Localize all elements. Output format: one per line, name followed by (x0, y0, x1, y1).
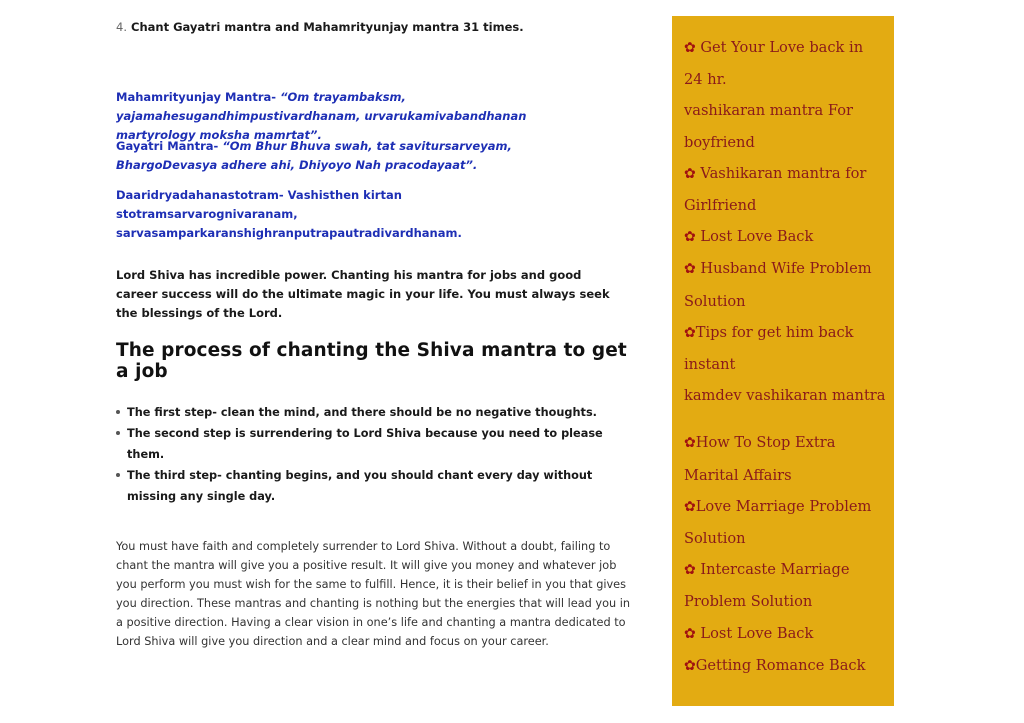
sidebar-link[interactable] (684, 221, 886, 253)
flower-icon: ✿ (684, 562, 696, 579)
sidebar-link-label: Lost Love Back (695, 228, 814, 246)
sidebar-link-label: Vashikaran mantra for Girlfriend (684, 164, 867, 215)
flower-icon: ✿ (684, 229, 696, 246)
sidebar-link[interactable] (684, 32, 886, 95)
list-item: The third step- chanting begins, and you should chant every day without missing any single day. (127, 465, 627, 507)
sidebar-links-panel (672, 16, 894, 706)
sidebar-link-label: How To Stop Extra Marital Affairs (684, 434, 836, 484)
sidebar-link[interactable] (684, 650, 886, 682)
sidebar-link-label: vashikaran mantra For boyfriend (684, 102, 853, 151)
sidebar-link-label: Get Your Love back in 24 hr. (684, 39, 864, 89)
sidebar-link[interactable] (684, 618, 886, 650)
step-4-text: Chant Gayatri mantra and Mahamrityunjay mantra 31 times. (131, 20, 524, 34)
flower-icon: ✿ (684, 40, 696, 56)
mahamrityunjay-label: Mahamrityunjay Mantra- (116, 90, 277, 104)
step-4-paragraph (116, 18, 524, 37)
flower-icon: ✿ (684, 435, 696, 452)
sidebar-link[interactable] (684, 253, 886, 316)
gayatri-label: Gayatri Mantra- (116, 139, 219, 153)
sidebar-link-label: Intercaste Marriage Problem Solution (684, 561, 850, 611)
sidebar-link-list (672, 16, 894, 682)
sidebar-link[interactable] (684, 554, 886, 617)
flower-icon: ✿ (684, 165, 696, 182)
daaridrya-stotram: Daaridryadahanastotram- Vashisthen kirtan stotramsarvarognivaranam, sarvasamparkaranshighranputrapautradivardhanam. (116, 188, 462, 240)
sidebar-link-label: Getting Romance Back (695, 656, 866, 674)
gayatri-mantra (116, 137, 606, 175)
sidebar-link-label: Love Marriage Problem Solution (684, 497, 872, 548)
mahamrityunjay-text: “Om trayambaksm, yajamahesugandhimpustivardhanam, urvarukamivabandhanan martyrology moksha mamrtat”. (116, 90, 527, 142)
sidebar-link[interactable] (684, 491, 886, 554)
power-paragraph: Lord Shiva has incredible power. Chanting his mantra for jobs and good career success will do the ultimate magic in your life. You must always seek the blessings of the Lord. (116, 268, 610, 320)
list-item: The first step- clean the mind, and there should be no negative thoughts. (127, 402, 627, 423)
section-heading: The process of chanting the Shiva mantra to get a job (116, 340, 627, 382)
list-item: The second step is surrendering to Lord Shiva because you need to please them. (127, 423, 627, 465)
flower-icon: ✿ (684, 261, 696, 278)
sidebar-link[interactable] (684, 158, 886, 221)
sidebar-link-label: Lost Love Back (695, 624, 814, 642)
gayatri-text: “Om Bhur Bhuva swah, tat savitursarveyam, BhargoDevasya adhere ahi, Dhiyoyo Nah pracodayaat”. (116, 139, 512, 172)
sidebar-link[interactable] (684, 380, 886, 411)
sidebar-link-label: kamdev vashikaran mantra (684, 387, 886, 405)
sidebar-link-label: Tips for get him back instant (684, 323, 854, 374)
sidebar-link-label: Husband Wife Problem Solution (684, 260, 872, 310)
closing-paragraph: You must have faith and completely surrender to Lord Shiva. Without a doubt, failing to chant the mantra will give you a positive result. It will give you money and whatever job you perform you must wish for the same to fulfill. Hence, it is their belief in you that gives you direction. These mantras and chanting is nothing but the energies that will lead you in a positive direction. Having a clear vision in one’s life and chanting a mantra dedicated to Lord Shiva will give you direction and a clear mind and focus on your career. (116, 540, 631, 648)
steps-list (116, 402, 627, 507)
sidebar-link[interactable] (684, 317, 886, 380)
flower-icon: ✿ (684, 625, 696, 642)
sidebar-link[interactable] (684, 427, 886, 490)
flower-icon: ✿ (684, 324, 696, 341)
step-number: 4. (116, 20, 127, 34)
sidebar-link[interactable] (684, 95, 886, 157)
flower-icon: ✿ (684, 498, 696, 515)
flower-icon: ✿ (684, 657, 696, 674)
